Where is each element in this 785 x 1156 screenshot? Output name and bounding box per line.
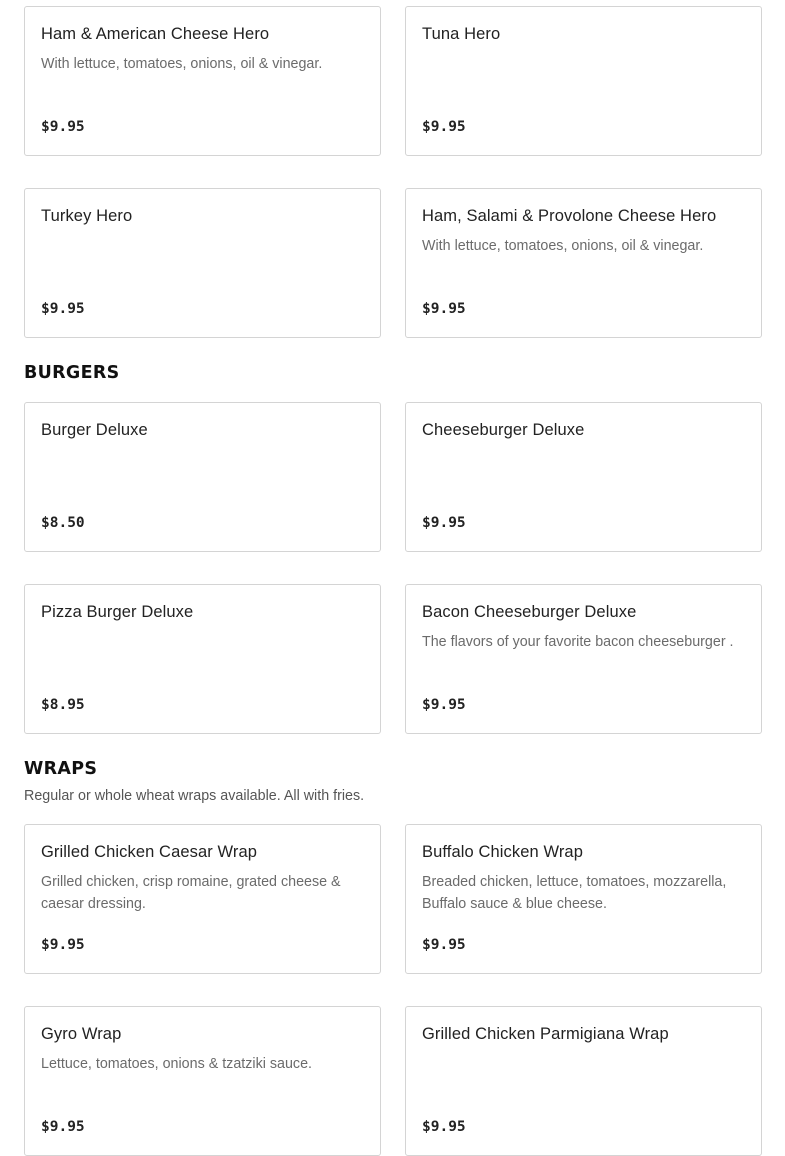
section-title-wraps: WRAPS	[24, 759, 98, 779]
menu-item-price: $9.95	[422, 697, 466, 713]
menu-item-name: Turkey Hero	[41, 207, 133, 225]
menu-item-price: $9.95	[422, 119, 466, 135]
menu-item-name: Tuna Hero	[422, 25, 501, 43]
menu-item-price: $9.95	[422, 515, 466, 531]
menu-item-price: $8.50	[41, 515, 85, 531]
menu-item-description: Lettuce, tomatoes, onions & tzatziki sauce.	[41, 1056, 312, 1072]
menu-item-card[interactable]	[24, 824, 381, 974]
menu-item-price: $9.95	[422, 937, 466, 953]
section-description: Regular or whole wheat wraps available. All with fries.	[24, 788, 365, 804]
menu-item-price: $9.95	[41, 937, 85, 953]
menu-item-name: Bacon Cheeseburger Deluxe	[422, 603, 637, 621]
menu-item-price: $9.95	[41, 119, 85, 135]
menu-item-name: Cheeseburger Deluxe	[422, 421, 585, 439]
menu-item-name: Ham & American Cheese Hero	[41, 25, 270, 43]
section-title-burgers: BURGERS	[24, 363, 120, 383]
menu-item-card[interactable]	[24, 402, 381, 552]
menu-item-price: $9.95	[422, 1119, 466, 1135]
menu-item-name: Grilled Chicken Caesar Wrap	[41, 843, 258, 861]
menu-item-description: The flavors of your favorite bacon cheeseburger .	[422, 634, 734, 650]
menu-item-name: Grilled Chicken Parmigiana Wrap	[422, 1025, 669, 1043]
menu-item-name: Burger Deluxe	[41, 421, 148, 439]
menu-item-card[interactable]	[405, 188, 762, 338]
menu-item-card[interactable]	[24, 584, 381, 734]
menu-item-price: $9.95	[422, 301, 466, 317]
menu-item-name: Ham, Salami & Provolone Cheese Hero	[422, 207, 717, 225]
menu-item-description: With lettuce, tomatoes, onions, oil & vinegar.	[41, 56, 323, 72]
menu-item-price: $9.95	[41, 301, 85, 317]
menu-item-name: Gyro Wrap	[41, 1025, 122, 1043]
menu-item-description: With lettuce, tomatoes, onions, oil & vinegar.	[422, 238, 704, 254]
menu-item-description: Breaded chicken, lettuce, tomatoes, mozzarella, Buffalo sauce & blue cheese.	[422, 874, 727, 912]
menu-item-card[interactable]	[405, 584, 762, 734]
menu-item-card[interactable]	[24, 188, 381, 338]
menu-item-description: Grilled chicken, crisp romaine, grated cheese & caesar dressing.	[41, 874, 341, 912]
menu-item-name: Buffalo Chicken Wrap	[422, 843, 583, 861]
menu-item-card[interactable]	[24, 6, 381, 156]
menu-item-name: Pizza Burger Deluxe	[41, 603, 194, 621]
menu-item-card[interactable]	[405, 1006, 762, 1156]
menu-item-price: $8.95	[41, 697, 85, 713]
menu-item-card[interactable]	[405, 6, 762, 156]
menu-item-price: $9.95	[41, 1119, 85, 1135]
menu-item-card[interactable]	[24, 1006, 381, 1156]
menu-item-card[interactable]	[405, 402, 762, 552]
menu-item-card[interactable]	[405, 824, 762, 974]
